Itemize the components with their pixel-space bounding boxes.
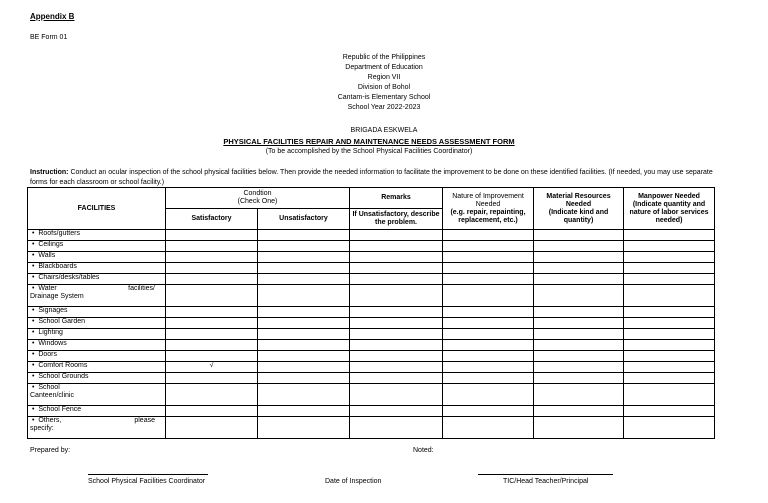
material-cell[interactable] — [534, 373, 624, 384]
prepared-by-label: Prepared by: — [30, 447, 71, 454]
unsatisfactory-cell[interactable] — [258, 340, 350, 351]
condition-subtitle: (Check One) — [237, 198, 278, 205]
unsatisfactory-cell[interactable] — [258, 318, 350, 329]
header-line: Region VII — [367, 74, 401, 81]
unsatisfactory-cell[interactable] — [258, 274, 350, 285]
remarks-cell[interactable] — [350, 417, 443, 439]
col-nature-header — [443, 188, 534, 230]
coordinator-signature-line[interactable] — [88, 474, 208, 475]
table-row: • School Grounds — [28, 373, 715, 384]
satisfactory-cell[interactable] — [166, 285, 258, 307]
facility-label-line2: specify: — [30, 425, 54, 432]
satisfactory-cell[interactable] — [166, 307, 258, 318]
facility-label: Comfort Rooms — [38, 362, 88, 369]
unsatisfactory-cell[interactable] — [258, 285, 350, 307]
unsatisfactory-cell[interactable] — [258, 406, 350, 417]
nature-cell[interactable] — [443, 373, 534, 384]
date-of-inspection-label: Date of Inspection — [325, 478, 382, 485]
nature-cell[interactable] — [443, 252, 534, 263]
material-cell[interactable] — [534, 307, 624, 318]
manpower-cell[interactable] — [624, 351, 715, 362]
material-cell[interactable] — [534, 362, 624, 373]
table-row: • Roofs/gutters — [28, 230, 715, 241]
table-row: • Water facilities/ Drainage System — [28, 285, 715, 307]
noted-label: Noted: — [413, 447, 434, 454]
document-header — [0, 53, 768, 113]
manpower-cell[interactable] — [624, 285, 715, 307]
col-satisfactory-header: Satisfactory — [166, 209, 258, 230]
manpower-cell[interactable] — [624, 230, 715, 241]
material-cell[interactable] — [534, 263, 624, 274]
assessment-table — [27, 187, 715, 439]
nature-cell[interactable] — [443, 384, 534, 406]
satisfactory-cell[interactable] — [166, 329, 258, 340]
table-row: • School Garden — [28, 318, 715, 329]
material-cell[interactable] — [534, 274, 624, 285]
facility-label: Others, — [38, 417, 62, 424]
nature-cell[interactable] — [443, 318, 534, 329]
nature-cell[interactable] — [443, 417, 534, 439]
table-row: • Windows — [28, 340, 715, 351]
header-line: Division of Bohol — [357, 84, 411, 91]
material-title: Material Resources Needed — [546, 192, 611, 208]
remarks-cell[interactable] — [350, 373, 443, 384]
facility-label: School Grounds — [38, 373, 89, 380]
table-row: • Lighting — [28, 329, 715, 340]
unsatisfactory-cell[interactable] — [258, 241, 350, 252]
header-line: Republic of the Philippines — [342, 54, 426, 61]
facility-label: Ceilings — [38, 241, 64, 248]
remarks-cell[interactable] — [350, 329, 443, 340]
program-name: BRIGADA ESKWELA — [350, 127, 418, 134]
material-cell[interactable] — [534, 417, 624, 439]
col-material-header — [534, 188, 624, 230]
remarks-cell[interactable] — [350, 285, 443, 307]
table-row: • Walls — [28, 252, 715, 263]
material-cell[interactable] — [534, 340, 624, 351]
manpower-cell[interactable] — [624, 307, 715, 318]
facility-label: Roofs/gutters — [38, 230, 80, 237]
unsatisfactory-cell[interactable] — [258, 230, 350, 241]
satisfactory-cell[interactable] — [166, 274, 258, 285]
unsatisfactory-cell[interactable] — [258, 263, 350, 274]
nature-cell[interactable] — [443, 340, 534, 351]
satisfactory-cell[interactable] — [166, 384, 258, 406]
satisfactory-cell[interactable] — [166, 252, 258, 263]
form-subtitle: (To be accomplished by the School Physical Facilities Coordinator) — [265, 148, 473, 155]
material-cell[interactable] — [534, 241, 624, 252]
facility-label-cont: please — [134, 417, 155, 424]
material-cell[interactable] — [534, 351, 624, 362]
unsatisfactory-cell[interactable] — [258, 373, 350, 384]
instruction-body: Conduct an ocular inspection of the school physical facilities below. Then provide the needed information to facilitate the improvement to be done on these identified facilities. (If needed, you may use separate forms for each classroom or school facility.) — [30, 169, 713, 186]
header-line: School Year 2022-2023 — [347, 104, 421, 111]
material-cell[interactable] — [534, 230, 624, 241]
manpower-cell[interactable] — [624, 406, 715, 417]
remarks-cell[interactable] — [350, 406, 443, 417]
header-line: Department of Education — [345, 64, 423, 71]
facility-label: Lighting — [38, 329, 63, 336]
instruction-text — [30, 168, 720, 187]
material-cell[interactable] — [534, 406, 624, 417]
condition-title: Condtion — [243, 190, 272, 197]
facility-label: Chairs/desks/tables — [38, 274, 100, 281]
satisfactory-cell[interactable] — [166, 230, 258, 241]
satisfactory-cell[interactable] — [166, 340, 258, 351]
satisfactory-cell[interactable] — [166, 263, 258, 274]
nature-cell[interactable] — [443, 329, 534, 340]
nature-cell[interactable] — [443, 263, 534, 274]
material-cell[interactable] — [534, 285, 624, 307]
manpower-cell[interactable] — [624, 362, 715, 373]
nature-cell[interactable] — [443, 241, 534, 252]
satisfactory-cell[interactable] — [166, 241, 258, 252]
nature-cell[interactable] — [443, 307, 534, 318]
table-row: • Signages — [28, 307, 715, 318]
form-number: BE Form 01 — [30, 34, 68, 41]
facility-label-line2: Drainage System — [30, 293, 84, 300]
unsatisfactory-cell[interactable] — [258, 307, 350, 318]
remarks-cell[interactable] — [350, 362, 443, 373]
head-teacher-label: TIC/Head Teacher/Principal — [503, 478, 589, 485]
manpower-cell[interactable] — [624, 340, 715, 351]
table-row: • Ceilings — [28, 241, 715, 252]
nature-cell[interactable] — [443, 351, 534, 362]
col-remarks-header: Remarks — [350, 188, 443, 209]
satisfactory-cell[interactable] — [166, 417, 258, 439]
nature-title: Nature of Improvement Needed — [452, 192, 524, 208]
manpower-cell[interactable] — [624, 384, 715, 406]
unsatisfactory-cell[interactable] — [258, 362, 350, 373]
manpower-cell[interactable] — [624, 318, 715, 329]
material-cell[interactable] — [534, 384, 624, 406]
remarks-cell[interactable] — [350, 230, 443, 241]
manpower-cell[interactable] — [624, 329, 715, 340]
unsatisfactory-cell[interactable] — [258, 252, 350, 263]
nature-cell[interactable] — [443, 362, 534, 373]
unsatisfactory-cell[interactable] — [258, 329, 350, 340]
unsatisfactory-cell[interactable] — [258, 384, 350, 406]
instruction-label: Instruction: — [30, 169, 69, 176]
manpower-cell[interactable] — [624, 241, 715, 252]
col-condition-header — [166, 188, 350, 209]
col-manpower-header: Manpower Needed (Indicate quantity and nature of labor services needed) — [624, 188, 715, 230]
facility-label: Water — [38, 285, 57, 292]
remarks-cell[interactable] — [350, 351, 443, 362]
facility-label: School Fence — [38, 406, 82, 413]
remarks-cell[interactable] — [350, 307, 443, 318]
satisfactory-cell[interactable] — [166, 351, 258, 362]
unsatisfactory-cell[interactable] — [258, 417, 350, 439]
satisfactory-cell[interactable]: √ — [166, 362, 258, 373]
remarks-cell[interactable] — [350, 384, 443, 406]
nature-cell[interactable] — [443, 230, 534, 241]
facility-label: Blackboards — [38, 263, 77, 270]
manpower-cell[interactable] — [624, 373, 715, 384]
satisfactory-cell[interactable] — [166, 318, 258, 329]
manpower-cell[interactable] — [624, 274, 715, 285]
material-cell[interactable] — [534, 329, 624, 340]
facility-label: Signages — [38, 307, 68, 314]
manpower-cell[interactable] — [624, 263, 715, 274]
nature-cell[interactable] — [443, 274, 534, 285]
remarks-cell[interactable] — [350, 318, 443, 329]
nature-subtitle: (e.g. repair, repainting, replacement, etc.) — [450, 208, 526, 224]
col-facilities-header: FACILITIES — [28, 188, 166, 230]
remarks-cell[interactable] — [350, 252, 443, 263]
manpower-cell[interactable] — [624, 252, 715, 263]
table-row: • Comfort Rooms √ — [28, 362, 715, 373]
material-subtitle: (Indicate kind and quantity) — [548, 208, 609, 224]
remarks-cell[interactable] — [350, 274, 443, 285]
material-cell[interactable] — [534, 252, 624, 263]
remarks-cell[interactable] — [350, 263, 443, 274]
coordinator-label: School Physical Facilities Coordinator — [88, 478, 206, 485]
table-row: • Blackboards — [28, 263, 715, 274]
remarks-cell[interactable] — [350, 241, 443, 252]
nature-cell[interactable] — [443, 406, 534, 417]
facility-label: Windows — [38, 340, 67, 347]
facility-label: School — [38, 384, 60, 391]
form-title: PHYSICAL FACILITIES REPAIR AND MAINTENANCE NEEDS ASSESSMENT FORM — [223, 137, 515, 146]
material-cell[interactable] — [534, 318, 624, 329]
facility-label-cont: facilities/ — [128, 285, 155, 292]
facility-label-line2: Canteen/clinic — [30, 392, 74, 399]
facility-label: School Garden — [38, 318, 86, 325]
table-row: • School Fence — [28, 406, 715, 417]
col-unsatisfactory-header: Unsatisfactory — [258, 209, 350, 230]
manpower-cell[interactable] — [624, 417, 715, 439]
table-row: • Doors — [28, 351, 715, 362]
facility-label: Doors — [38, 351, 58, 358]
remarks-cell[interactable] — [350, 340, 443, 351]
table-row: • Others, please specify: — [28, 417, 715, 439]
table-row: • School Canteen/clinic — [28, 384, 715, 406]
facility-label: Walls — [38, 252, 56, 259]
head-signature-line[interactable] — [478, 474, 613, 475]
header-line: Cantam-is Elementary School — [337, 94, 431, 101]
satisfactory-cell[interactable] — [166, 373, 258, 384]
appendix-label: Appendix B — [30, 12, 75, 21]
satisfactory-cell[interactable] — [166, 406, 258, 417]
unsatisfactory-cell[interactable] — [258, 351, 350, 362]
table-row: • Chairs/desks/tables — [28, 274, 715, 285]
nature-cell[interactable] — [443, 285, 534, 307]
col-remarks-subheader: If Unsatisfactory, describe the problem. — [350, 209, 443, 230]
